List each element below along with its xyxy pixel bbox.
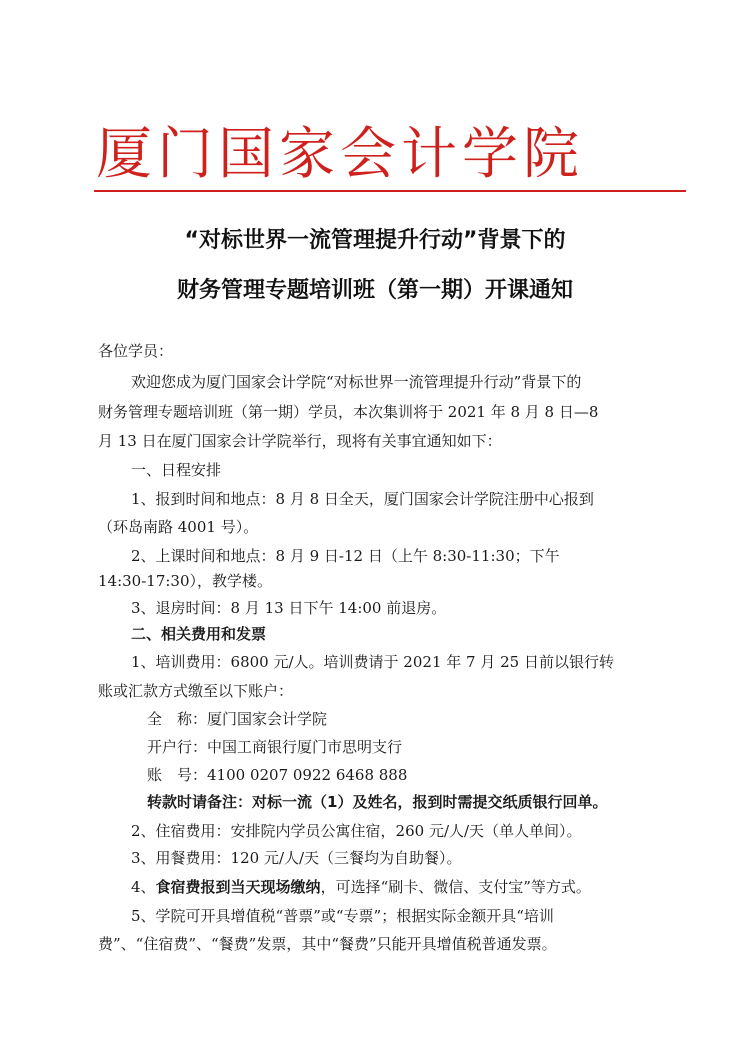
schedule-item3: 3、退房时间：8 月 13 日下午 14:00 前退房。 xyxy=(131,599,447,617)
org-header-title: 厦门国家会计学院 xyxy=(96,122,584,187)
section1-heading: 一、日程安排 xyxy=(131,461,222,479)
fee-item4-rest: ，可选择“刷卡、微信、支付宝”等方式。 xyxy=(320,878,591,896)
salutation: 各位学员： xyxy=(98,342,174,360)
fee-item2: 2、住宿费用：安排院内学员公寓住宿，260 元/人/天（单人单间）。 xyxy=(131,822,582,840)
fee-item4-prefix: 4、 xyxy=(131,878,156,896)
schedule-item2-line1: 2、上课时间和地点：8 月 9 日-12 日（上午 8:30-11:30；下午 xyxy=(131,547,560,565)
intro-line-2: 财务管理专题培训班（第一期）学员，本次集训将于 2021 年 8 月 8 日—8 xyxy=(98,403,599,421)
fee-item4 xyxy=(131,876,591,898)
fee-item1-line2: 账或汇款方式缴至以下账户： xyxy=(98,682,294,700)
fee-item4-emphasis: 食宿费报到当天现场缴纳 xyxy=(155,878,321,896)
fee-item3: 3、用餐费用：120 元/人/天（三餐均为自助餐）。 xyxy=(131,849,462,867)
account-bank: 开户行：中国工商银行厦门市思明支行 xyxy=(147,738,403,756)
intro-line-3: 月 13 日在厦门国家会计学院举行，现将有关事宜通知如下： xyxy=(98,432,502,450)
schedule-item1-line1: 1、报到时间和地点：8 月 8 日全天，厦门国家会计学院注册中心报到 xyxy=(131,490,594,508)
account-name: 全 称：厦门国家会计学院 xyxy=(147,710,328,728)
fee-item5-line2: 费”、“住宿费”、“餐费”发票，其中“餐费”只能开具增值税普通发票。 xyxy=(98,935,557,953)
schedule-item1-line2: （环岛南路 4001 号）。 xyxy=(98,518,259,536)
header-divider xyxy=(94,190,686,192)
intro-line-1: 欢迎您成为厦门国家会计学院“对标世界一流管理提升行动”背景下的 xyxy=(131,373,582,391)
fee-item5-line1: 5、学院可开具增值税“普票”或“专票”；根据实际金额开具“培训 xyxy=(131,907,554,925)
notice-title-line1: “对标世界一流管理提升行动”背景下的 xyxy=(184,228,566,253)
notice-title-line2: 财务管理专题培训班（第一期）开课通知 xyxy=(176,278,573,303)
transfer-remark: 转款时请备注：对标一流（1）及姓名，报到时需提交纸质银行回单。 xyxy=(147,793,608,811)
section2-heading: 二、相关费用和发票 xyxy=(131,625,267,643)
account-number: 账 号：4100 0207 0922 6468 888 xyxy=(147,766,408,784)
fee-item1-line1: 1、培训费用：6800 元/人。培训费请于 2021 年 7 月 25 日前以银行转 xyxy=(131,653,614,671)
schedule-item2-line2: 14:30-17:30），教学楼。 xyxy=(98,572,273,590)
